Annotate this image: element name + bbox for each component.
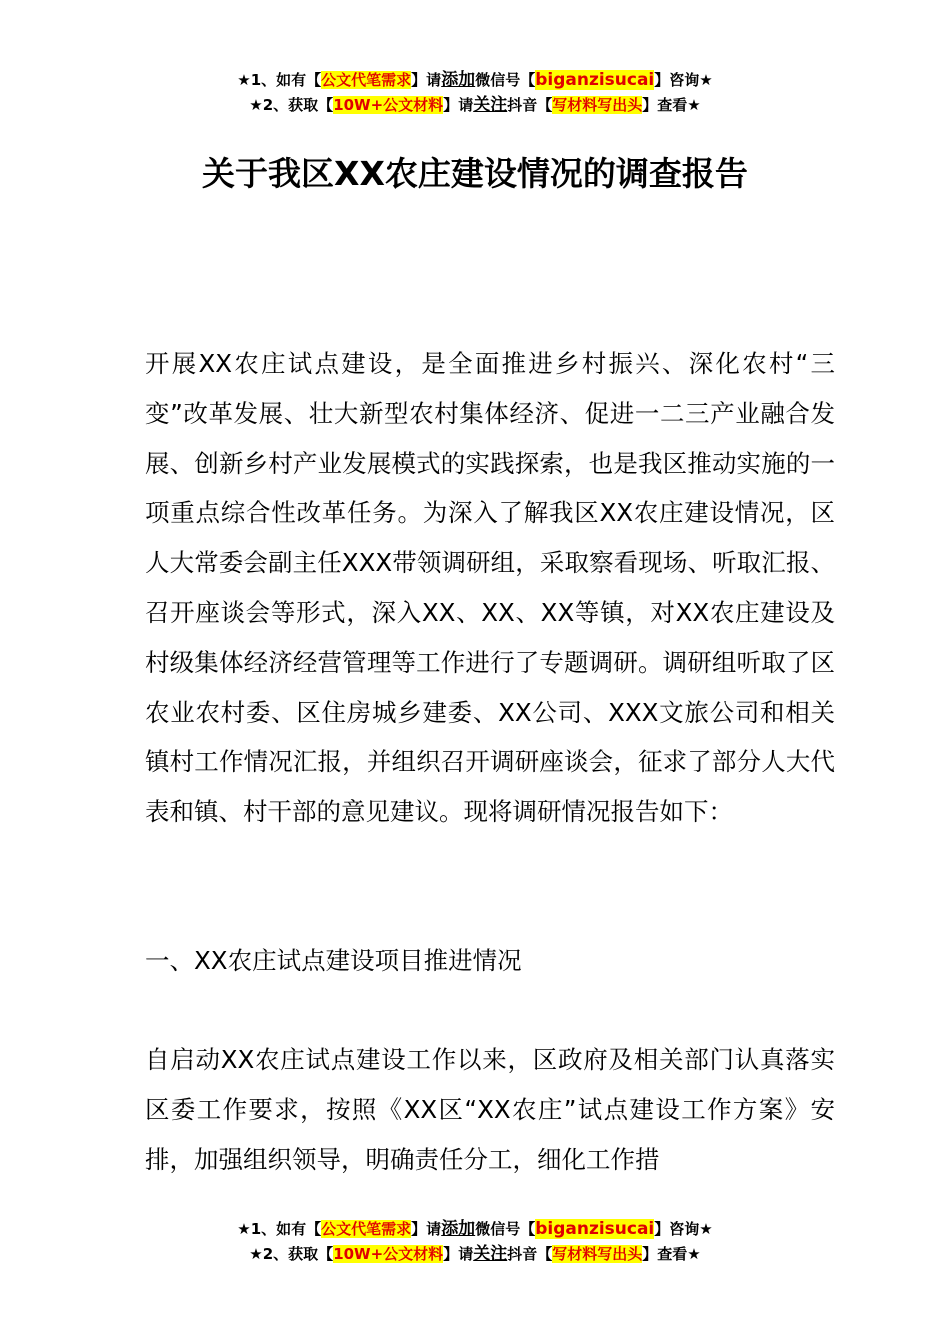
underlined-add: 添加 bbox=[441, 70, 476, 90]
promo-text: ★2、获取【 bbox=[249, 96, 334, 114]
section-heading: 一、XX农庄试点建设项目推进情况 bbox=[145, 946, 522, 975]
highlight-service: 公文代笔需求 bbox=[321, 1220, 412, 1238]
highlight-materials: 10W+公文材料 bbox=[333, 96, 444, 114]
promo-text: 】请 bbox=[443, 1245, 474, 1263]
promo-text: 】请 bbox=[443, 96, 474, 114]
promo-text: 】咨询★ bbox=[654, 1220, 713, 1238]
highlight-service: 公文代笔需求 bbox=[321, 71, 412, 89]
body-section-1 bbox=[145, 339, 835, 837]
document-title: 关于我区XX农庄建设情况的调查报告 bbox=[202, 154, 748, 193]
promo-text: 】请 bbox=[411, 1220, 442, 1238]
underlined-follow: 关注 bbox=[473, 1244, 508, 1264]
promo-banner-top bbox=[0, 68, 950, 118]
promo-text: 】查看★ bbox=[642, 96, 701, 114]
body-section-3 bbox=[145, 1035, 835, 1184]
body-section-2 bbox=[145, 936, 835, 986]
promo-text: ★2、获取【 bbox=[249, 1245, 334, 1263]
promo-text: 】请 bbox=[411, 71, 442, 89]
highlight-wechat-id: biganzisucai bbox=[535, 1219, 655, 1239]
promo-text: 】咨询★ bbox=[654, 71, 713, 89]
promo-line-1 bbox=[0, 68, 950, 93]
promo-line-2 bbox=[0, 93, 950, 118]
promo-text: 微信号【 bbox=[475, 71, 536, 89]
paragraph-intro: 开展XX农庄试点建设，是全面推进乡村振兴、深化农村“三变”改革发展、壮大新型农村集体经济、促进一二三产业融合发展、创新乡村产业发展模式的实践探索，也是我区推动实施的一项重点综合性改革任务。为深入了解我区XX农庄建设情况，区人大常委会副主任XXX带领调研组，采取察看现场、听取汇报、召开座谈会等形式，深入XX、XX、XX等镇，对XX农庄建设及村级集体经济经营管理等工作进行了专题调研。调研组听取了区农业农村委、区住房城乡建委、XX公司、XXX文旅公司和相关镇村工作情况汇报，并组织召开调研座谈会，征求了部分人大代表和镇、村干部的意见建议。现将调研情况报告如下： bbox=[145, 349, 835, 827]
underlined-follow: 关注 bbox=[473, 95, 508, 115]
promo-text: ★1、如有【 bbox=[237, 1220, 322, 1238]
promo-line-2 bbox=[0, 1242, 950, 1267]
promo-text: ★1、如有【 bbox=[237, 71, 322, 89]
paragraph-progress: 自启动XX农庄试点建设工作以来，区政府及相关部门认真落实区委工作要求，按照《XX区“XX农庄”试点建设工作方案》安排，加强组织领导，明确责任分工，细化工作措 bbox=[145, 1045, 835, 1174]
highlight-materials: 10W+公文材料 bbox=[333, 1245, 444, 1263]
promo-banner-bottom bbox=[0, 1217, 950, 1267]
promo-text: 抖音【 bbox=[507, 1245, 553, 1263]
underlined-add: 添加 bbox=[441, 1219, 476, 1239]
promo-text: 】查看★ bbox=[642, 1245, 701, 1263]
highlight-douyin-id: 写材料写出头 bbox=[552, 1245, 643, 1263]
highlight-wechat-id: biganzisucai bbox=[535, 70, 655, 90]
promo-line-1 bbox=[0, 1217, 950, 1242]
promo-text: 微信号【 bbox=[475, 1220, 536, 1238]
promo-text: 抖音【 bbox=[507, 96, 553, 114]
highlight-douyin-id: 写材料写出头 bbox=[552, 96, 643, 114]
